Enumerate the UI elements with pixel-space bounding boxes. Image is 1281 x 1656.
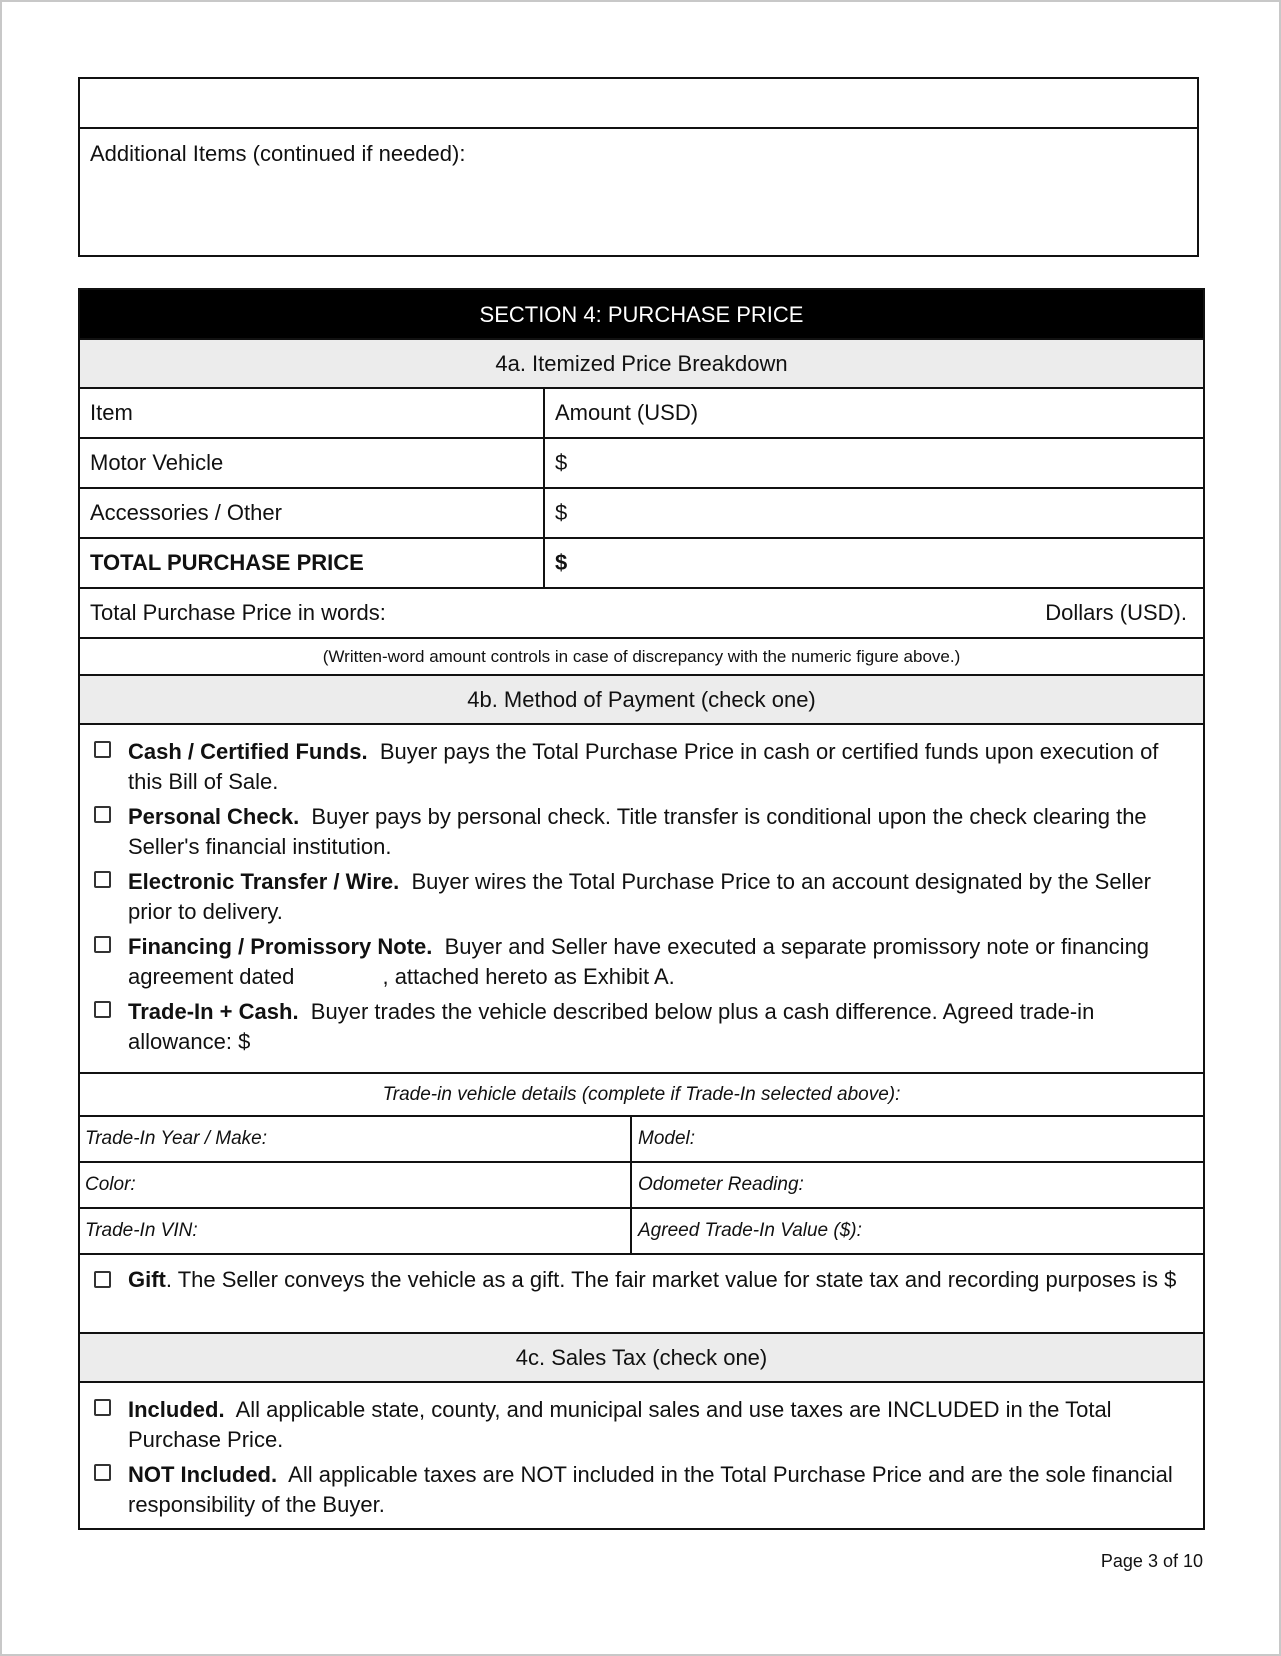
trade-in-model-field[interactable]: Model: bbox=[638, 1128, 696, 1149]
checkbox[interactable] bbox=[94, 1464, 111, 1481]
trade-in-header: Trade-in vehicle details (complete if Trade-In selected above): bbox=[80, 1074, 1203, 1117]
price-in-words-suffix: Dollars (USD). bbox=[1045, 600, 1187, 625]
option-title: Cash / Certified Funds. bbox=[128, 739, 368, 764]
subsection-4b-title: 4b. Method of Payment (check one) bbox=[80, 676, 1203, 725]
amount-field[interactable]: $ bbox=[555, 500, 568, 525]
gift-option-row bbox=[80, 1255, 1203, 1334]
additional-items-box bbox=[78, 77, 1199, 257]
section-4-purchase-price bbox=[78, 288, 1205, 1530]
option-title: NOT Included. bbox=[128, 1462, 278, 1487]
option-title: Trade-In + Cash. bbox=[128, 999, 299, 1024]
trade-in-vin-field[interactable]: Trade-In VIN: bbox=[80, 1209, 632, 1253]
item-label: Motor Vehicle bbox=[80, 439, 545, 487]
tax-option-included bbox=[90, 1395, 1193, 1455]
option-text-after: , attached hereto as Exhibit A. bbox=[382, 964, 675, 989]
item-label: Accessories / Other bbox=[80, 489, 545, 537]
checkbox[interactable] bbox=[94, 1399, 111, 1416]
trade-in-row bbox=[80, 1209, 1203, 1255]
payment-option-trade-in bbox=[90, 997, 1193, 1057]
total-amount-field[interactable]: $ bbox=[555, 550, 568, 575]
trade-in-row bbox=[80, 1163, 1203, 1209]
checkbox[interactable] bbox=[94, 1001, 111, 1018]
option-text: Buyer trades the vehicle described below plus a cash difference. Agreed trade-in allowance: $ bbox=[128, 999, 1095, 1054]
checkbox[interactable] bbox=[94, 806, 111, 823]
option-text: Buyer pays the Total Purchase Price in cash or certified funds upon execution of this Bill of Sale. bbox=[128, 739, 1159, 794]
subsection-4a-title: 4a. Itemized Price Breakdown bbox=[80, 340, 1203, 389]
checkbox[interactable] bbox=[94, 936, 111, 953]
price-row-total bbox=[80, 539, 1203, 589]
payment-option-cash bbox=[90, 737, 1193, 797]
price-in-words-row[interactable] bbox=[80, 589, 1203, 639]
price-in-words-label: Total Purchase Price in words: bbox=[90, 600, 386, 625]
payment-options bbox=[80, 725, 1203, 1074]
subsection-4c-title: 4c. Sales Tax (check one) bbox=[80, 1334, 1203, 1383]
tax-option-not-included bbox=[90, 1460, 1193, 1520]
trade-in-year-make-field[interactable]: Trade-In Year / Make: bbox=[80, 1117, 632, 1161]
trade-in-value-field[interactable]: Agreed Trade-In Value ($): bbox=[638, 1220, 862, 1241]
option-title: Gift bbox=[128, 1267, 166, 1292]
price-words-note: (Written-word amount controls in case of discrepancy with the numeric figure above.) bbox=[80, 639, 1203, 676]
option-text: Buyer wires the Total Purchase Price to an account designated by the Seller prior to delivery. bbox=[128, 869, 1151, 924]
item-column-header: Item bbox=[80, 389, 545, 437]
total-label: TOTAL PURCHASE PRICE bbox=[80, 539, 545, 587]
option-title: Financing / Promissory Note. bbox=[128, 934, 433, 959]
payment-option-check bbox=[90, 802, 1193, 862]
page-number: Page 3 of 10 bbox=[1100, 1551, 1203, 1571]
option-text: . The Seller conveys the vehicle as a gift. The fair market value for state tax and recording purposes is $ bbox=[165, 1267, 1177, 1292]
price-row-motor-vehicle bbox=[80, 439, 1203, 489]
payment-option-financing bbox=[90, 932, 1193, 992]
tax-options bbox=[80, 1383, 1203, 1535]
option-text: All applicable state, county, and municipal sales and use taxes are INCLUDED in the Total Purchase Price. bbox=[128, 1397, 1112, 1452]
checkbox[interactable] bbox=[94, 871, 111, 888]
trade-in-odometer-field[interactable]: Odometer Reading: bbox=[638, 1174, 804, 1195]
payment-option-gift bbox=[90, 1267, 1193, 1293]
option-title: Personal Check. bbox=[128, 804, 300, 829]
amount-column-header: Amount (USD) bbox=[555, 400, 699, 425]
option-title: Electronic Transfer / Wire. bbox=[128, 869, 400, 894]
additional-items-label: Additional Items (continued if needed): bbox=[90, 141, 466, 166]
payment-option-wire bbox=[90, 867, 1193, 927]
amount-field[interactable]: $ bbox=[555, 450, 568, 475]
option-text: Buyer pays by personal check. Title transfer is conditional upon the check clearing the Seller's financial institution. bbox=[128, 804, 1147, 859]
checkbox[interactable] bbox=[94, 1271, 111, 1288]
option-text: All applicable taxes are NOT included in the Total Purchase Price and are the sole financial responsibility of the Buyer. bbox=[128, 1462, 1173, 1517]
option-title: Included. bbox=[128, 1397, 225, 1422]
trade-in-color-field[interactable]: Color: bbox=[80, 1163, 632, 1207]
section-title: SECTION 4: PURCHASE PRICE bbox=[80, 290, 1203, 340]
price-row-accessories bbox=[80, 489, 1203, 539]
trade-in-row bbox=[80, 1117, 1203, 1163]
option-text: Buyer and Seller have executed a separate promissory note or financing agreement dated bbox=[128, 934, 1150, 989]
checkbox[interactable] bbox=[94, 741, 111, 758]
price-table-header bbox=[80, 389, 1203, 439]
blank-row[interactable] bbox=[80, 79, 1197, 129]
